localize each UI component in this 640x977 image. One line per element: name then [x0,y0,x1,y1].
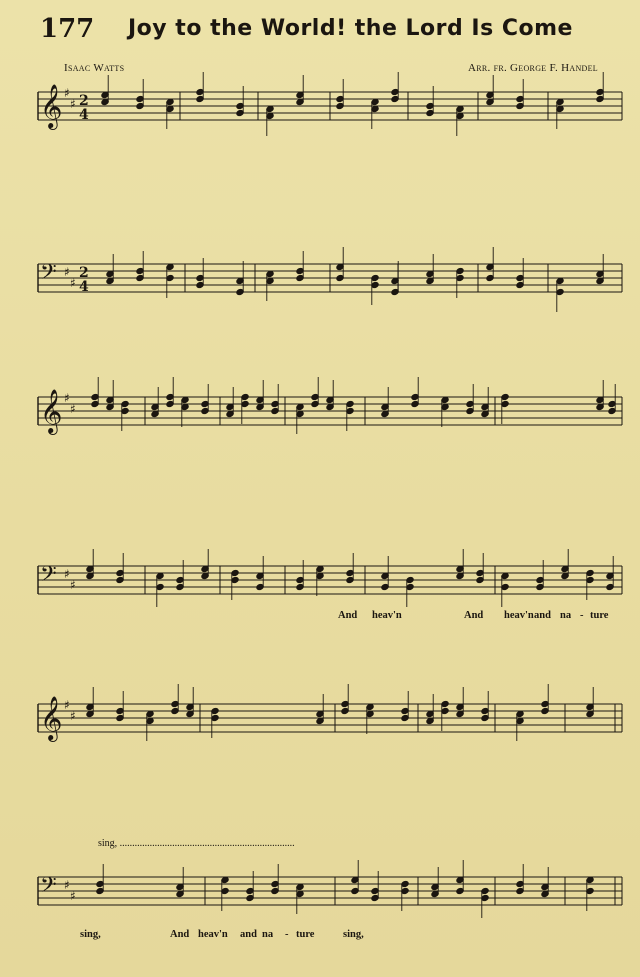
bass-lyric-syllable: and [534,610,551,621]
treble-clef-icon: 𝄞 [40,696,63,740]
sing-hold-text: sing, ...................................................................... [98,838,295,849]
bass-lyric-syllable: sing, [80,929,101,940]
bass-lyric-syllable: - [285,929,289,940]
bass-lyric-syllable: heav'n [504,610,534,621]
system-2-bass-staff [0,530,640,610]
system-3-verse-1 [0,766,640,783]
sharp-icon: ♯ [64,265,70,279]
system-1-verse-2 [0,177,640,194]
sharp-icon: ♯ [64,391,70,405]
sharp-icon: ♯ [70,276,76,290]
system-3-treble-staff [0,690,640,760]
time-signature-top: 2 [79,265,89,281]
sharp-icon: ♯ [70,578,76,592]
bass-lyric-syllable: And [338,610,358,621]
bass-lyric-syllable: - [580,610,584,621]
treble-clef-icon: 𝄞 [40,389,63,433]
sharp-icon: ♯ [70,402,76,416]
words-credit: Isaac Watts [64,62,125,74]
sharp-icon: ♯ [64,878,70,892]
sharp-icon: ♯ [64,567,70,581]
time-signature-bottom: 4 [79,279,89,295]
system-3-verse-3 [0,800,640,817]
sharp-icon: ♯ [64,698,70,712]
bass-lyric-syllable: sing, [343,929,364,940]
bass-lyric-syllable: and [240,929,257,940]
hymn-header [40,14,610,44]
treble-clef-icon: 𝄞 [40,84,63,128]
system-1-verse-4 [0,211,640,228]
sharp-icon: ♯ [70,97,76,111]
hymn-credits [64,62,598,78]
system-2-treble-staff [0,370,640,440]
time-signature-bottom: 4 [79,107,89,123]
bass-lyric-syllable: na [560,610,572,621]
system-2-verse-3 [0,492,640,509]
sharp-icon: ♯ [70,709,76,723]
bass-clef-icon: 𝄢 [40,562,57,592]
bass-lyric-syllable: And [170,929,190,940]
music-credit: Arr. fr. George F. Handel [467,62,598,74]
system-1-verse-1 [0,160,640,177]
system-3-verse-2 [0,783,640,800]
bass-lyric-syllable: heav'n [198,929,228,940]
system-1-treble-staff [0,80,640,150]
system-1-verse-3 [0,194,640,211]
system-2-verse-4 [0,509,640,526]
bass-lyric-syllable: heav'n [372,610,402,621]
sharp-icon: ♯ [70,889,76,903]
sharp-icon: ♯ [64,86,70,100]
system-3-verse-4 [0,817,640,834]
bass-lyric-syllable: ture [590,610,609,621]
system-3-bass-staff [0,855,640,935]
bass-clef-icon: 𝄢 [40,873,57,903]
time-signature-top: 2 [79,93,89,109]
bass-lyric-syllable: na [262,929,274,940]
hymn-title: Joy to the World! the Lord Is Come [128,16,573,41]
system-1-bass-staff [0,240,640,320]
bass-clef-icon: 𝄢 [40,260,57,290]
system-2-verse-1 [0,458,640,475]
bass-lyric-syllable: ture [296,929,315,940]
system-2-verse-2 [0,475,640,492]
bass-lyric-syllable: And [464,610,484,621]
hymn-number: 177 [40,14,95,44]
